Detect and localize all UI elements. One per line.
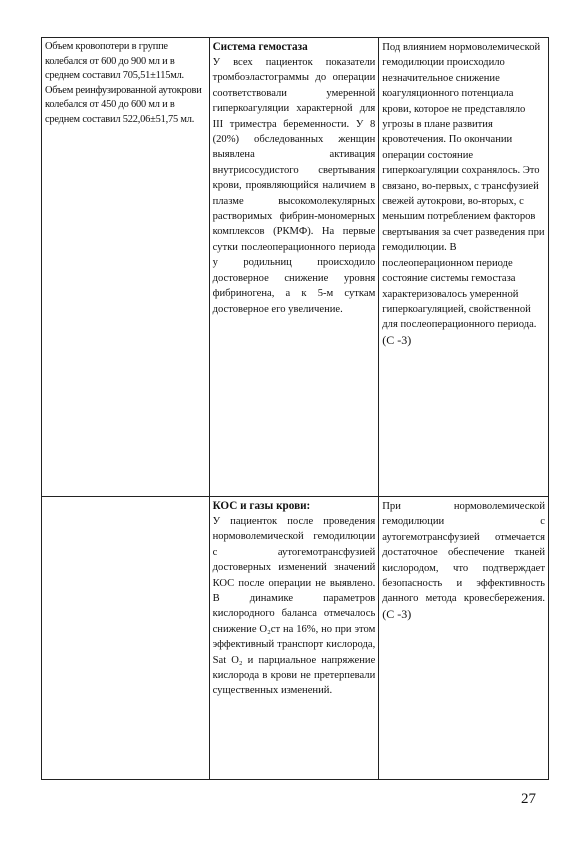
table-row: [42, 497, 549, 780]
table-cell-empty: [42, 497, 210, 780]
table-cell-hemostasis-conclusion: [379, 38, 549, 497]
hemostasis-conclusion-text: Под влиянием нормоволемической гемодилюции происходило незначительное снижение коагуляционного потенциала крови, которое не представляло угрозы в плане развития кровотечения. По окончании операции состояние гиперкоагуляции сохранялось. Это связано, во-первых, с трансфузией свежей аутокрови, во-вторых, с меньшим потреблением факторов свертывания за счет разведения при гемодилюции. В послеоперационном периоде состояние системы гемостаза характеризовалось умеренной гиперкоагуляцией, свойственной для послеоперационного периода.: [382, 42, 545, 331]
blood-loss-text: Объем кровопотери в группе колебался от 600 до 900 мл и в среднем составил 705,51±115мл. Объем реинфузированной аутокрови колебался от 450 до 600 мл и в среднем составил 522,06±51,75 мл.: [45, 41, 202, 125]
acid-base-text: У пациенток после проведения нормоволемической гемодилюции с аутогемотрансфузией достоверных изменений значений КОС после операции не выявлено. В динамике параметров кислородного баланса отмечалось снижение O₂ст на 16%, но при этом эффективный транспорт кислорода, Sat O₂ и парциальное напряжение кислорода в крови не претерпевали существенных изменений.: [212, 516, 376, 697]
section-heading-acid-base: КОС и газы крови:: [212, 500, 311, 512]
hemostasis-text: У всех пациенток показатели тромбоэластограммы до операции соответствовали умеренной гиперкоагуляции характерной для III триместра беременности. У 8 (20%) обследованных женщин выявлена активация внутрисосудистого свертывания крови, проявляющийся наличием в плазме высокомолекулярных растворимых фибрин-мономерных комплексов (РКМФ). На первые сутки послеоперационного периода у родильниц происходило достоверное снижение уровня фибриногена, а к 5-м суткам достоверное его увеличение.: [212, 57, 376, 315]
evidence-reference: (С -3): [382, 332, 412, 347]
hemostasis-conclusion: [382, 40, 545, 349]
evidence-reference: (С -3): [382, 606, 412, 621]
section-heading-hemostasis: Система гемостаза: [212, 41, 308, 53]
table-cell-acid-base-conclusion: [379, 497, 549, 780]
table-cell-blood-loss: [42, 38, 210, 497]
table-cell-acid-base: [209, 497, 379, 780]
table-row: [42, 38, 549, 497]
acid-base-conclusion-text: При нормоволемической гемодилюции с аутогемотрансфузией отмечается достаточное обеспечение тканей кислородом, что подтверждает безопасность и эффективность данного метода кровесбережения.: [382, 501, 545, 605]
table-cell-hemostasis: [209, 38, 379, 497]
acid-base-conclusion: [382, 499, 545, 623]
page-number: 27: [521, 791, 536, 807]
content-table: [41, 37, 549, 780]
